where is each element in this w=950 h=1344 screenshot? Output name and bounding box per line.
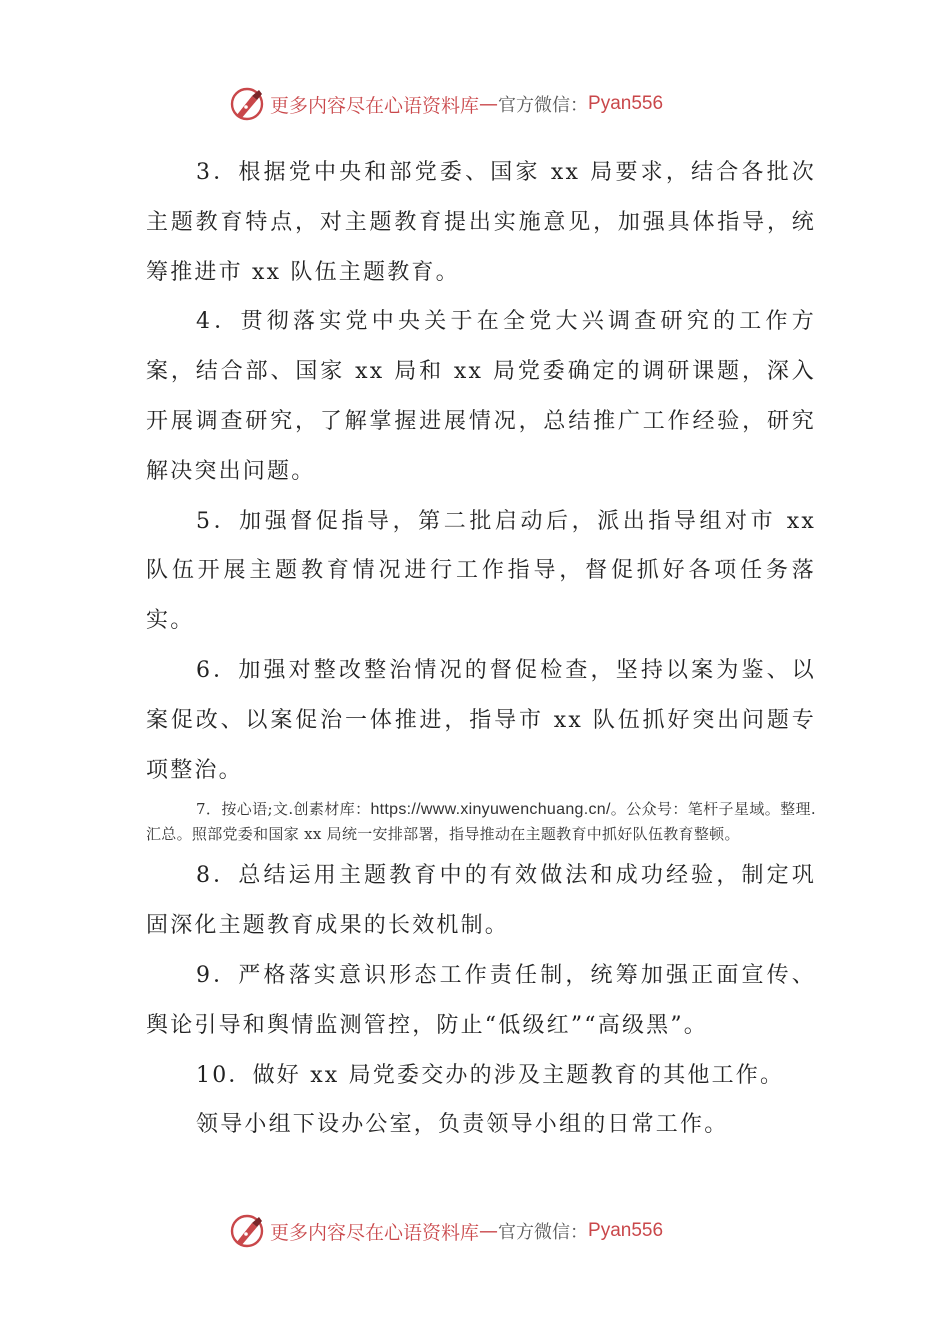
footer-wechat-label: 官方微信： [498,1222,589,1243]
document-body [146,148,816,1150]
paragraph-9: 9．严格落实意识形态工作责任制，统筹加强正面宣传、舆论引导和舆情监测管控，防止“低级红”“高级黑”。 [146,962,816,1038]
pen-nib-logo-icon [228,1212,266,1250]
header-separator: — [479,93,499,115]
paragraph-7-suffix: 。公众号：笔杆子星域。整理.汇总。照部党委和国家 xx 局统一安排部署，指导推动在主题教育中抓好队伍教育整顿。 [146,800,816,844]
header-wechat-id: Pyan556 [588,93,664,114]
paragraph-4: 4．贯彻落实党中央关于在全党大兴调查研究的工作方案，结合部、国家 xx 局和 xx 局党委确定的调研课题，深入开展调查研究，了解掌握进展情况，总结推广工作经验，研究解决突出问题。 [146,309,816,484]
paragraph-office: 领导小组下设办公室，负责领导小组的日常工作。 [196,1112,729,1138]
header-wechat-label: 官方微信： [498,95,589,116]
paragraph-3: 3．根据党中央和部党委、国家 xx 局要求，结合各批次主题教育特点，对主题教育提出实施意见，加强具体指导，统筹推进市 xx 队伍主题教育。 [146,160,816,285]
header-banner [228,84,663,124]
paragraph-10: 10．做好 xx 局党委交办的涉及主题教育的其他工作。 [196,1062,785,1088]
header-brand-text: 更多内容尽在心语资料库 [270,94,480,117]
paragraph-7-small [146,797,816,847]
paragraph-8: 8．总结运用主题教育中的有效做法和成功经验，制定巩固深化主题教育成果的长效机制。 [146,863,816,939]
paragraph-6: 6．加强对整改整治情况的督促检查，坚持以案为鉴、以案促改、以案促治一体推进，指导市 xx 队伍抓好突出问题专项整治。 [146,657,816,783]
footer-separator: — [479,1220,499,1242]
footer-brand-text: 更多内容尽在心语资料库 [270,1221,480,1244]
footer-wechat-id: Pyan556 [588,1220,664,1241]
paragraph-7-prefix: 7．按心语;文.创素材库： [196,800,371,819]
pen-nib-logo-icon [228,85,266,123]
footer-banner [228,1211,663,1251]
paragraph-5: 5．加强督促指导，第二批启动后，派出指导组对市 xx 队伍开展主题教育情况进行工作指导，督促抓好各项任务落实。 [146,508,816,634]
source-url-link[interactable]: https://www.xinyuwenchuang.cn/ [370,801,611,819]
